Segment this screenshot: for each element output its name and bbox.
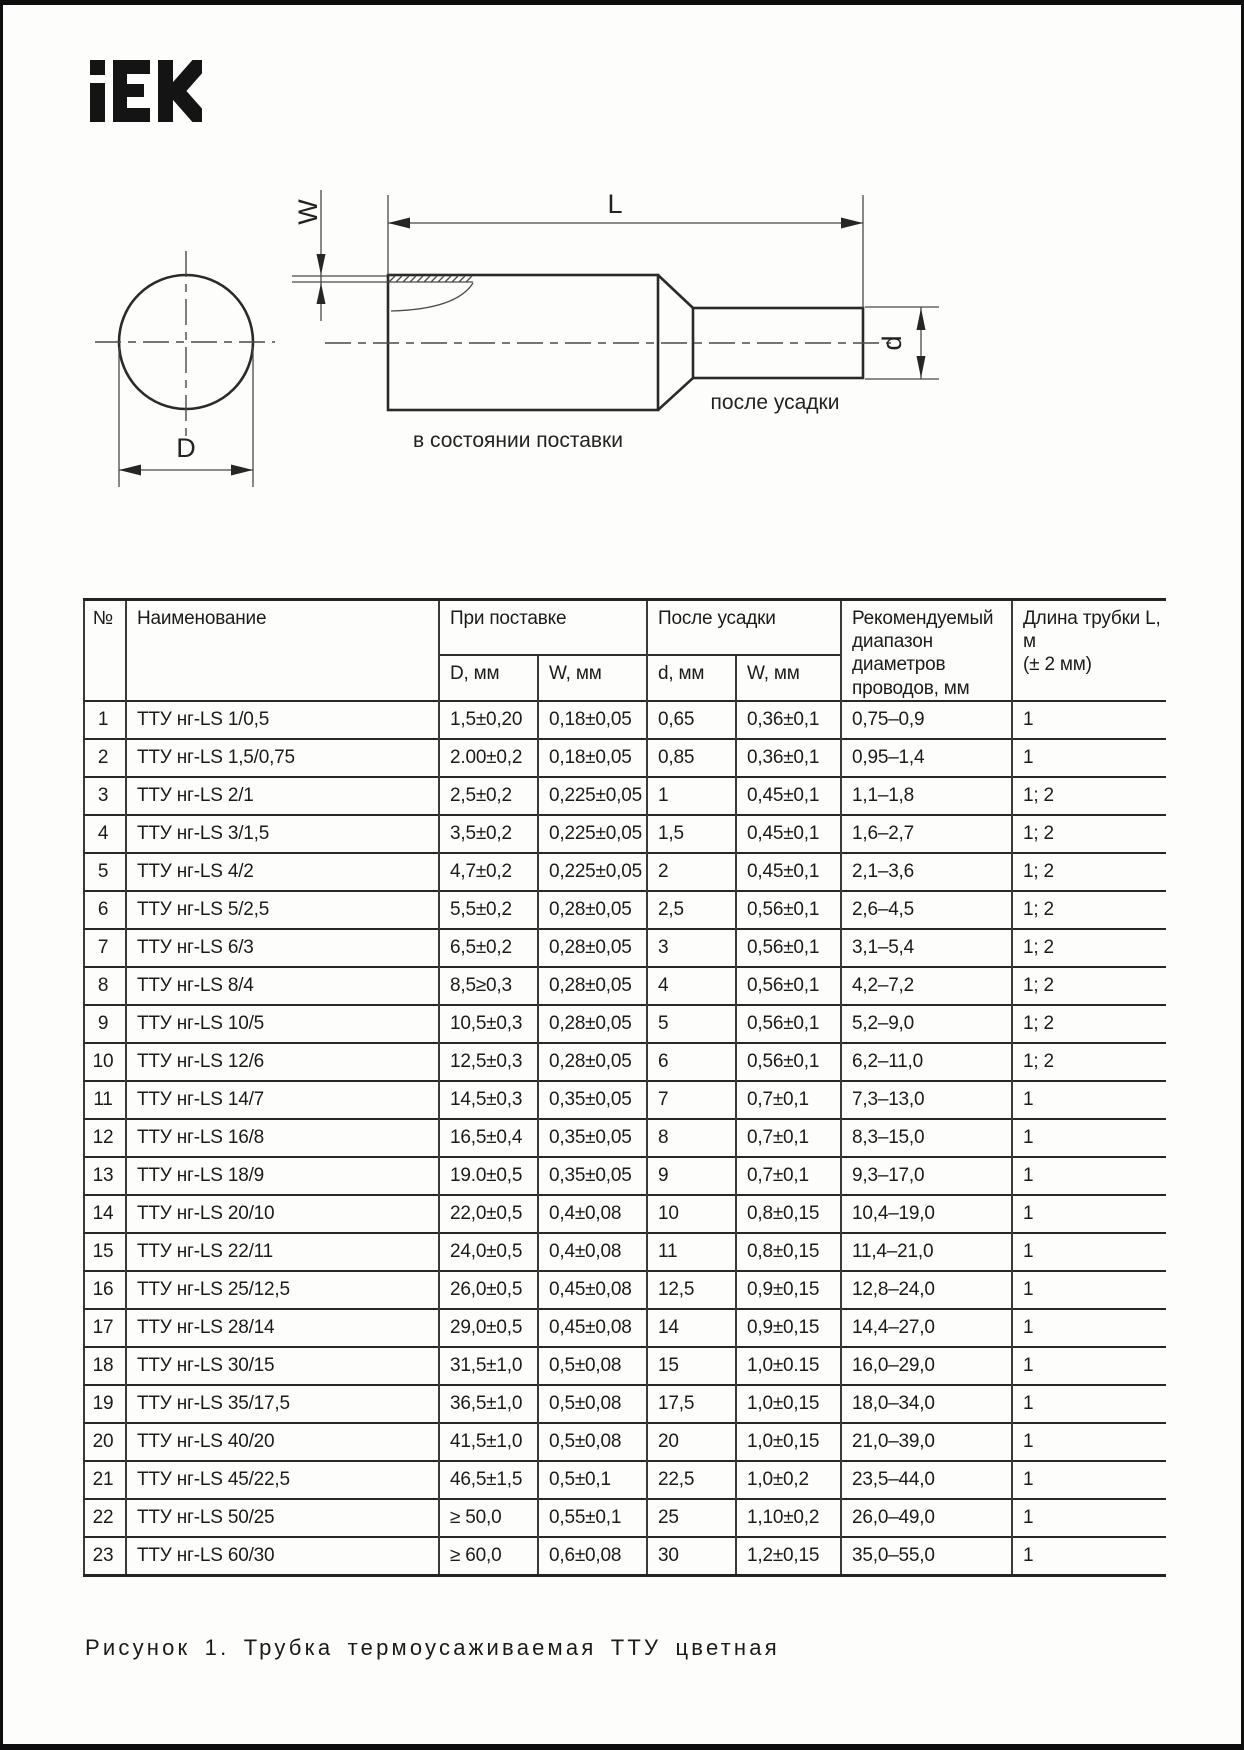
table-cell: 0,5±0,08	[538, 1423, 647, 1461]
table-cell: ТТУ нг-LS 14/7	[126, 1081, 439, 1119]
table-cell: 1	[1012, 1309, 1166, 1347]
table-cell: 7	[647, 1081, 736, 1119]
length-header-line2: (± 2 мм)	[1023, 654, 1092, 676]
table-cell: 1; 2	[1012, 815, 1166, 853]
table-cell: 0,45±0,08	[538, 1271, 647, 1309]
tube-diagram	[3, 5, 1244, 525]
table-cell: 36,5±1,0	[439, 1385, 538, 1423]
table-cell: 0,6±0,08	[538, 1537, 647, 1576]
table-cell: 3	[647, 929, 736, 967]
table-cell: 1,2±0,15	[736, 1537, 841, 1576]
table-cell: 1,0±0.15	[736, 1347, 841, 1385]
table-cell: 22,5	[647, 1461, 736, 1499]
table-cell: 1; 2	[1012, 891, 1166, 929]
row-number-cell: 9	[97, 1012, 109, 1034]
table-cell: 0,75–0,9	[841, 701, 1012, 739]
table-cell: 20	[647, 1423, 736, 1461]
table-cell: 29,0±0,5	[439, 1309, 538, 1347]
table-cell: 11	[647, 1233, 736, 1271]
dimension-d	[865, 307, 939, 379]
table-cell: 1; 2	[1012, 1005, 1166, 1043]
table-cell: 0,8±0,15	[736, 1195, 841, 1233]
table-cell: 2.00±0,2	[439, 739, 538, 777]
table-cell: 0,7±0,1	[736, 1157, 841, 1195]
table-cell: 0,28±0,05	[538, 929, 647, 967]
table-cell: 0,225±0,05	[538, 853, 647, 891]
dim-label-D: D	[176, 433, 196, 463]
table-cell: 22,0±0,5	[439, 1195, 538, 1233]
table-cell: 10,4–19,0	[841, 1195, 1012, 1233]
col-header-d-mm: d, мм	[647, 655, 736, 701]
row-number-cell: 17	[92, 1316, 114, 1338]
table-cell: 26,0–49,0	[841, 1499, 1012, 1537]
table-cell: 0,55±0,1	[538, 1499, 647, 1537]
table-cell: 8,5≥0,3	[439, 967, 538, 1005]
table-cell: 0,18±0,05	[538, 739, 647, 777]
table-cell: ТТУ нг-LS 8/4	[126, 967, 439, 1005]
row-number-cell: 4	[97, 822, 109, 844]
table-cell: 0,5±0,08	[538, 1347, 647, 1385]
table-cell: ТТУ нг-LS 25/12,5	[126, 1271, 439, 1309]
table-row	[84, 1423, 1166, 1461]
table-cell: 0,28±0,05	[538, 967, 647, 1005]
table-cell: 1	[647, 777, 736, 815]
table-cell: 21,0–39,0	[841, 1423, 1012, 1461]
table-row	[84, 1385, 1166, 1423]
table-cell: ТТУ нг-LS 18/9	[126, 1157, 439, 1195]
table-cell: ТТУ нг-LS 35/17,5	[126, 1385, 439, 1423]
table-cell: 0,56±0,1	[736, 1043, 841, 1081]
table-cell: 0,85	[647, 739, 736, 777]
table-cell: 14,4–27,0	[841, 1309, 1012, 1347]
table-cell: 5,2–9,0	[841, 1005, 1012, 1043]
row-number-cell: 20	[92, 1430, 114, 1452]
table-row	[84, 1271, 1166, 1309]
table-cell: 0,7±0,1	[736, 1081, 841, 1119]
table-cell: 8,3–15,0	[841, 1119, 1012, 1157]
table-cell: 1	[1012, 1347, 1166, 1385]
table-cell: 31,5±1,0	[439, 1347, 538, 1385]
table-cell: 16,5±0,4	[439, 1119, 538, 1157]
row-number-cell: 22	[92, 1506, 114, 1528]
table-cell: 1	[1012, 1119, 1166, 1157]
table-cell: 0,28±0,05	[538, 1005, 647, 1043]
table-cell: 2,5	[647, 891, 736, 929]
table-cell: 0,8±0,15	[736, 1233, 841, 1271]
table-cell: ТТУ нг-LS 3/1,5	[126, 815, 439, 853]
table-cell: 7,3–13,0	[841, 1081, 1012, 1119]
table-cell: 1,0±0,15	[736, 1423, 841, 1461]
table-cell: ТТУ нг-LS 45/22,5	[126, 1461, 439, 1499]
table-row	[84, 967, 1166, 1005]
col-header-W1-mm: W, мм	[538, 655, 647, 701]
table-cell: 1	[1012, 1423, 1166, 1461]
dimension-W	[293, 190, 326, 321]
table-cell: 0,18±0,05	[538, 701, 647, 739]
table-cell: 0,5±0,1	[538, 1461, 647, 1499]
row-number-cell: 19	[92, 1392, 114, 1414]
table-cell: 0,95–1,4	[841, 739, 1012, 777]
col-header-name: Наименование	[126, 600, 439, 701]
table-cell: ТТУ нг-LS 6/3	[126, 929, 439, 967]
table-cell: 17,5	[647, 1385, 736, 1423]
table-cell: 3,5±0,2	[439, 815, 538, 853]
table-cell: 19.0±0,5	[439, 1157, 538, 1195]
table-cell: 1	[1012, 1081, 1166, 1119]
row-number-cell: 18	[92, 1354, 114, 1376]
table-cell: 11,4–21,0	[841, 1233, 1012, 1271]
table-cell: 23,5–44,0	[841, 1461, 1012, 1499]
table-row	[84, 1005, 1166, 1043]
table-cell: 0,9±0,15	[736, 1309, 841, 1347]
table-cell: 1; 2	[1012, 967, 1166, 1005]
table-cell: 25	[647, 1499, 736, 1537]
table-cell: 12,5	[647, 1271, 736, 1309]
table-cell: 15	[647, 1347, 736, 1385]
table-cell: 1; 2	[1012, 853, 1166, 891]
row-number-cell: 14	[92, 1202, 114, 1224]
table-cell: 6	[647, 1043, 736, 1081]
table-row	[84, 1157, 1166, 1195]
table-row	[84, 891, 1166, 929]
table-cell: 1	[1012, 1195, 1166, 1233]
table-row	[84, 701, 1166, 739]
table-cell: 1	[1012, 739, 1166, 777]
label-delivery-state: в состоянии поставки	[413, 429, 623, 452]
table-cell: ТТУ нг-LS 40/20	[126, 1423, 439, 1461]
table-cell: 1	[1012, 1385, 1166, 1423]
table-cell: ≥ 60,0	[439, 1537, 538, 1576]
table-cell: 1,10±0,2	[736, 1499, 841, 1537]
table-cell: 1; 2	[1012, 929, 1166, 967]
table-cell: 0,35±0,05	[538, 1081, 647, 1119]
table-cell: 1,5	[647, 815, 736, 853]
table-cell: 2,1–3,6	[841, 853, 1012, 891]
table-cell: 1; 2	[1012, 1043, 1166, 1081]
dim-label-d: d	[877, 335, 907, 351]
table-cell: 0,5±0,08	[538, 1385, 647, 1423]
table-cell: 1	[1012, 701, 1166, 739]
table-cell: 0,9±0,15	[736, 1271, 841, 1309]
table-cell: 0,56±0,1	[736, 891, 841, 929]
table-cell: ТТУ нг-LS 1,5/0,75	[126, 739, 439, 777]
table-cell: 14	[647, 1309, 736, 1347]
row-number-cell: 13	[92, 1164, 114, 1186]
col-header-length	[1012, 600, 1166, 701]
table-cell: ТТУ нг-LS 22/11	[126, 1233, 439, 1271]
table-row	[84, 815, 1166, 853]
row-number-cell: 2	[97, 746, 109, 768]
table-cell: 1,6–2,7	[841, 815, 1012, 853]
table-cell: 4,7±0,2	[439, 853, 538, 891]
col-header-W2-mm: W, мм	[736, 655, 841, 701]
header-row-1	[84, 600, 1166, 656]
table-cell: ТТУ нг-LS 5/2,5	[126, 891, 439, 929]
table-row	[84, 1347, 1166, 1385]
table-cell: 1,0±0,15	[736, 1385, 841, 1423]
row-number-cell: 21	[92, 1468, 114, 1490]
table-row	[84, 1119, 1166, 1157]
table-cell: 24,0±0,5	[439, 1233, 538, 1271]
table-cell: 0,35±0,05	[538, 1157, 647, 1195]
table-cell: 1	[1012, 1271, 1166, 1309]
table-cell: 6,5±0,2	[439, 929, 538, 967]
table-cell: 1	[1012, 1499, 1166, 1537]
table-row	[84, 1309, 1166, 1347]
col-header-recommended: Рекомендуемый диапазон диаметров проводов, мм	[841, 600, 1012, 701]
table-row	[84, 1537, 1166, 1576]
row-number-cell: 11	[93, 1088, 113, 1110]
table-cell: 4	[647, 967, 736, 1005]
table-cell: ТТУ нг-LS 60/30	[126, 1537, 439, 1576]
length-header-line1: Длина трубки L, м	[1023, 608, 1161, 653]
table-cell: 5	[647, 1005, 736, 1043]
row-number-cell: 10	[92, 1050, 114, 1072]
table-cell: 46,5±1,5	[439, 1461, 538, 1499]
table-cell: 8	[647, 1119, 736, 1157]
table-cell: 0,45±0,1	[736, 777, 841, 815]
row-number-cell: 8	[97, 974, 109, 996]
table-cell: ТТУ нг-LS 1/0,5	[126, 701, 439, 739]
row-number-cell: 5	[97, 860, 109, 882]
side-view-shrunk	[325, 275, 891, 410]
col-header-D-mm: D, мм	[439, 655, 538, 701]
spec-table	[83, 598, 1166, 1577]
table-row	[84, 929, 1166, 967]
table-cell: 0,225±0,05	[538, 777, 647, 815]
row-number-cell: 16	[92, 1278, 114, 1300]
table-cell: 0,7±0,1	[736, 1119, 841, 1157]
table-row	[84, 1043, 1166, 1081]
table-cell: ТТУ нг-LS 12/6	[126, 1043, 439, 1081]
table-cell: 0,225±0,05	[538, 815, 647, 853]
table-cell: ТТУ нг-LS 4/2	[126, 853, 439, 891]
table-row	[84, 739, 1166, 777]
col-header-at-delivery: При поставке	[439, 600, 647, 656]
table-cell: 5,5±0,2	[439, 891, 538, 929]
table-cell: ТТУ нг-LS 50/25	[126, 1499, 439, 1537]
row-number-cell: 12	[92, 1126, 114, 1148]
table-cell: 3,1–5,4	[841, 929, 1012, 967]
row-number-cell: 6	[97, 898, 109, 920]
table-cell: 26,0±0,5	[439, 1271, 538, 1309]
table-cell: ТТУ нг-LS 20/10	[126, 1195, 439, 1233]
table-cell: ≥ 50,0	[439, 1499, 538, 1537]
table-cell: 12,5±0,3	[439, 1043, 538, 1081]
table-row	[84, 1461, 1166, 1499]
table-cell: 0,45±0,1	[736, 815, 841, 853]
table-cell: 16,0–29,0	[841, 1347, 1012, 1385]
end-view-circle	[95, 251, 275, 439]
table-cell: 12,8–24,0	[841, 1271, 1012, 1309]
row-number-cell: 23	[92, 1544, 114, 1566]
col-header-after-shrink: После усадки	[647, 600, 841, 656]
table-cell: 0,28±0,05	[538, 1043, 647, 1081]
table-cell: ТТУ нг-LS 2/1	[126, 777, 439, 815]
table-cell: 0,36±0,1	[736, 739, 841, 777]
table-cell: 0,28±0,05	[538, 891, 647, 929]
table-cell: 41,5±1,0	[439, 1423, 538, 1461]
row-number-cell: 3	[97, 784, 109, 806]
figure-caption: Рисунок 1. Трубка термоусаживаемая ТТУ цветная	[85, 1635, 780, 1660]
dimension-L	[388, 189, 863, 308]
row-number-cell: 15	[92, 1240, 114, 1262]
table-cell: ТТУ нг-LS 10/5	[126, 1005, 439, 1043]
table-cell: 18,0–34,0	[841, 1385, 1012, 1423]
table-cell: 1; 2	[1012, 777, 1166, 815]
col-header-num: №	[92, 608, 114, 629]
table-cell: 2,6–4,5	[841, 891, 1012, 929]
table-cell: 9,3–17,0	[841, 1157, 1012, 1195]
dim-label-W: W	[293, 199, 323, 225]
table-cell: 30	[647, 1537, 736, 1576]
table-cell: 4,2–7,2	[841, 967, 1012, 1005]
table-cell: 9	[647, 1157, 736, 1195]
table-cell: 1,1–1,8	[841, 777, 1012, 815]
table-cell: 0,45±0,08	[538, 1309, 647, 1347]
table-cell: 1,5±0,20	[439, 701, 538, 739]
table-cell: 6,2–11,0	[841, 1043, 1012, 1081]
table-cell: 1	[1012, 1233, 1166, 1271]
table-cell: 0,36±0,1	[736, 701, 841, 739]
table-cell: 0,56±0,1	[736, 967, 841, 1005]
table-cell: 1	[1012, 1537, 1166, 1576]
table-cell: ТТУ нг-LS 28/14	[126, 1309, 439, 1347]
row-number-cell: 1	[97, 708, 109, 730]
table-row	[84, 1081, 1166, 1119]
table-cell: 0,4±0,08	[538, 1233, 647, 1271]
table-cell: ТТУ нг-LS 30/15	[126, 1347, 439, 1385]
table-cell: 1	[1012, 1461, 1166, 1499]
table-row	[84, 1195, 1166, 1233]
table-cell: 1	[1012, 1157, 1166, 1195]
table-cell: 2,5±0,2	[439, 777, 538, 815]
table-cell: 0,4±0,08	[538, 1195, 647, 1233]
table-cell: 0,45±0,1	[736, 853, 841, 891]
table-cell: 0,65	[647, 701, 736, 739]
table-cell: 0,56±0,1	[736, 1005, 841, 1043]
table-cell: 0,35±0,05	[538, 1119, 647, 1157]
table-row	[84, 1499, 1166, 1537]
table-cell: ТТУ нг-LS 16/8	[126, 1119, 439, 1157]
table-row	[84, 853, 1166, 891]
dim-label-L: L	[607, 189, 623, 219]
table-cell: 0,56±0,1	[736, 929, 841, 967]
table-cell: 1,0±0,2	[736, 1461, 841, 1499]
table-row	[84, 1233, 1166, 1271]
table-cell: 14,5±0,3	[439, 1081, 538, 1119]
row-number-cell: 7	[97, 936, 109, 958]
table-cell: 35,0–55,0	[841, 1537, 1012, 1576]
label-after-shrink: после усадки	[710, 391, 840, 414]
table-body	[84, 701, 1166, 1576]
table-cell: 10	[647, 1195, 736, 1233]
table-row	[84, 777, 1166, 815]
table-cell: 10,5±0,3	[439, 1005, 538, 1043]
table-cell: 2	[647, 853, 736, 891]
